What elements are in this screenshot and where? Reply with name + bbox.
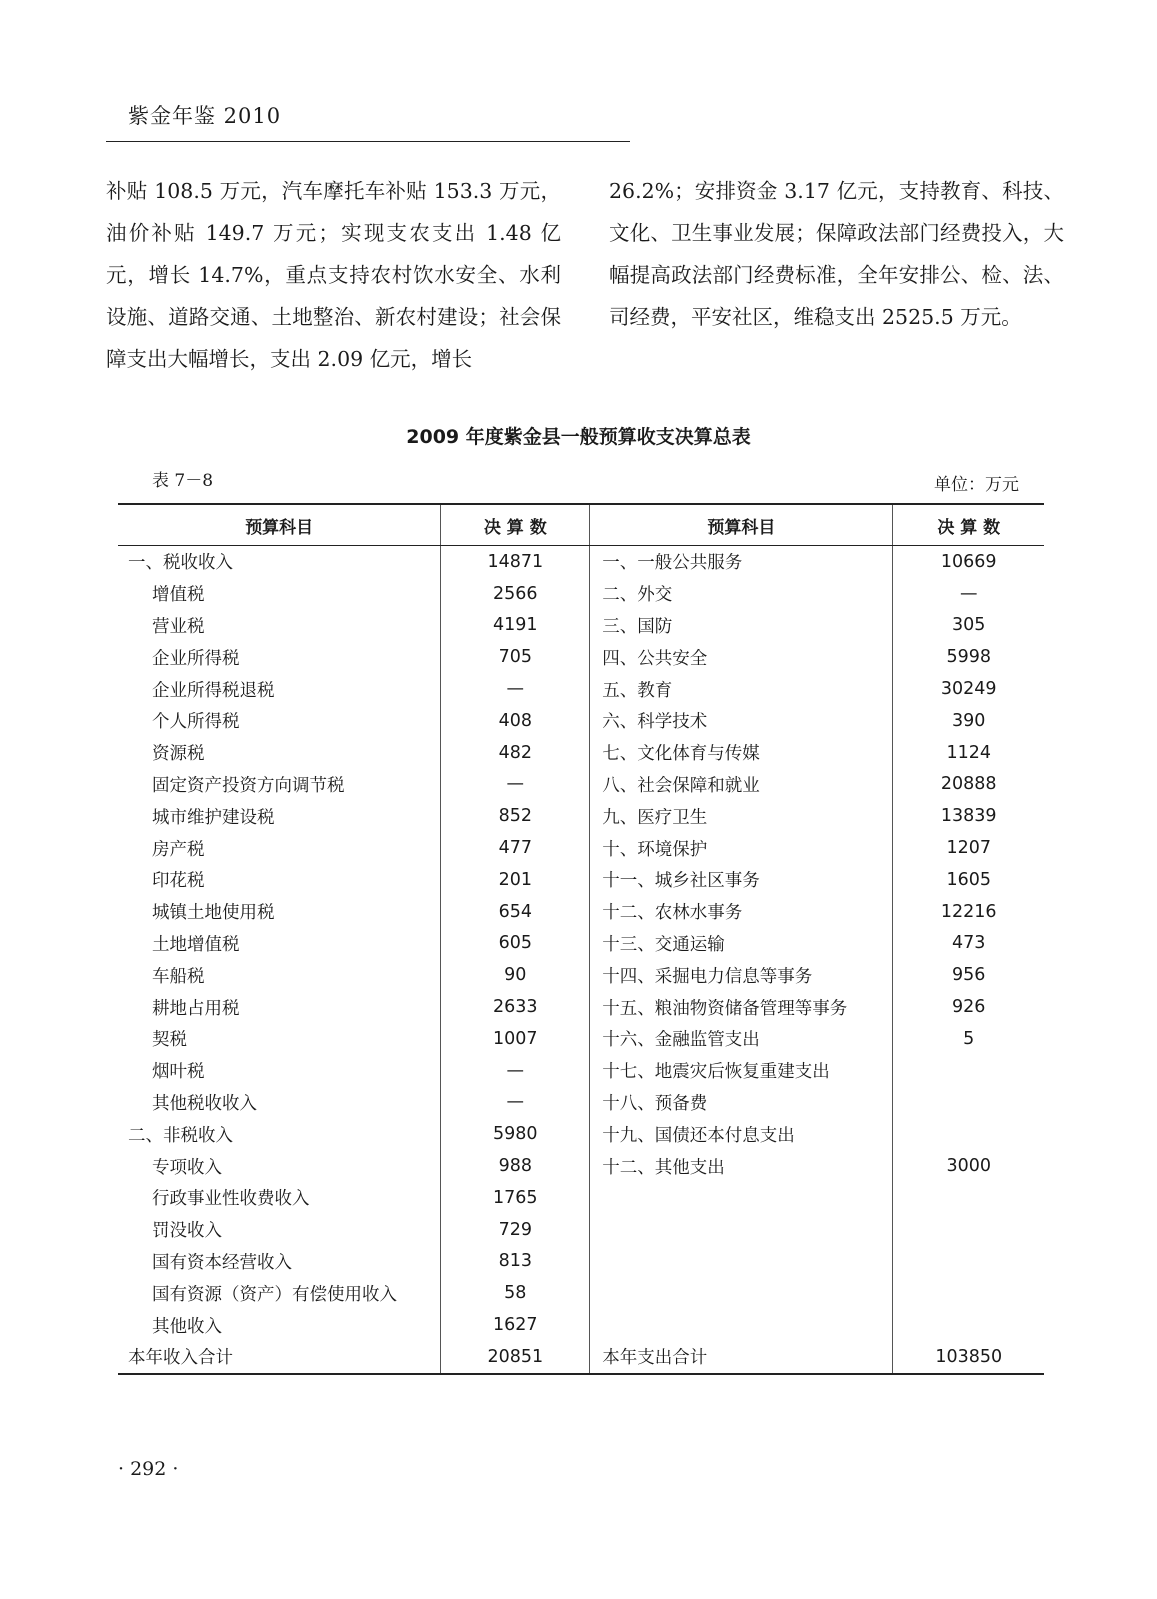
table-row bbox=[118, 959, 1044, 991]
expense-value-cell: — bbox=[959, 583, 978, 604]
expense-value-cell: 956 bbox=[952, 965, 986, 986]
header-expense-value: 决 算 数 bbox=[893, 504, 1044, 546]
expense-value-cell: 13839 bbox=[940, 806, 997, 827]
income-item-cell: 城镇土地使用税 bbox=[118, 896, 441, 928]
table-row bbox=[118, 1246, 1044, 1278]
expense-item-cell: 十六、金融监管支出 bbox=[590, 1023, 893, 1055]
expense-value-cell bbox=[893, 1055, 1044, 1087]
income-item-cell: 国有资本经营收入 bbox=[118, 1246, 441, 1278]
income-value-cell: — bbox=[441, 673, 590, 705]
table-row bbox=[118, 928, 1044, 960]
expense-value-cell: 103850 bbox=[893, 1341, 1044, 1374]
table-unit: 单位：万元 bbox=[934, 475, 1019, 495]
income-item-cell: 企业所得税 bbox=[118, 641, 441, 673]
income-value-cell: 988 bbox=[441, 1150, 590, 1182]
expense-item-cell: 十二、其他支出 bbox=[590, 1150, 893, 1182]
expense-item-cell: 五、教育 bbox=[590, 673, 893, 705]
income-value-cell: 201 bbox=[441, 864, 590, 896]
income-item-cell: 国有资源（资产）有偿使用收入 bbox=[118, 1277, 441, 1309]
expense-item-cell bbox=[590, 1182, 893, 1214]
expense-value-cell: 30249 bbox=[940, 679, 997, 700]
income-value-cell: — bbox=[441, 769, 590, 801]
expense-item-cell: 七、文化体育与传媒 bbox=[590, 737, 893, 769]
table-row bbox=[118, 864, 1044, 896]
expense-value-cell: 390 bbox=[952, 710, 986, 731]
budget-table bbox=[118, 503, 1044, 1375]
income-item-cell: 固定资产投资方向调节税 bbox=[118, 769, 441, 801]
table-row bbox=[118, 991, 1044, 1023]
income-item-cell: 契税 bbox=[118, 1023, 441, 1055]
table-row bbox=[118, 705, 1044, 737]
expense-value-cell bbox=[893, 1087, 1044, 1119]
income-item-cell: 烟叶税 bbox=[118, 1055, 441, 1087]
expense-item-cell: 十四、采掘电力信息等事务 bbox=[590, 959, 893, 991]
page-number: · 292 · bbox=[118, 1458, 179, 1480]
expense-item-cell: 六、科学技术 bbox=[590, 705, 893, 737]
expense-item-cell: 十七、地震灾后恢复重建支出 bbox=[590, 1055, 893, 1087]
table-row bbox=[118, 1087, 1044, 1119]
income-value-cell: 477 bbox=[441, 832, 590, 864]
expense-value-cell: 1605 bbox=[946, 869, 991, 890]
expense-value-cell: 10669 bbox=[940, 551, 997, 572]
table-row bbox=[118, 546, 1044, 578]
income-item-cell: 其他税收收入 bbox=[118, 1087, 441, 1119]
table-row bbox=[118, 578, 1044, 610]
expense-value-cell bbox=[893, 1246, 1044, 1278]
income-item-cell: 一、税收收入 bbox=[118, 546, 441, 578]
income-value-cell: 705 bbox=[441, 641, 590, 673]
income-value-cell: 2633 bbox=[441, 991, 590, 1023]
body-text-left-column: 补贴 108.5 万元，汽车摩托车补贴 153.3 万元，油价补贴 149.7 万元；实现支农支出 1.48 亿元，增长 14.7%，重点支持农村饮水安全、水利设施、道路交通、土地整治、新农村建设；社会保障支出大幅增长，支出 2.09 亿元，增长 bbox=[106, 179, 561, 371]
income-value-cell: 1007 bbox=[441, 1023, 590, 1055]
expense-value-cell bbox=[893, 1118, 1044, 1150]
table-header-row bbox=[118, 504, 1044, 546]
income-value-cell: 813 bbox=[441, 1246, 590, 1278]
income-value-cell: 1627 bbox=[441, 1309, 590, 1341]
income-item-cell: 城市维护建设税 bbox=[118, 800, 441, 832]
expense-value-cell: 473 bbox=[952, 933, 986, 954]
table-row bbox=[118, 896, 1044, 928]
expense-item-cell: 本年支出合计 bbox=[590, 1341, 893, 1374]
expense-value-cell: 5998 bbox=[946, 647, 991, 668]
expense-value-cell: 3000 bbox=[946, 1156, 991, 1177]
income-item-cell: 营业税 bbox=[118, 610, 441, 642]
expense-item-cell: 十一、城乡社区事务 bbox=[590, 864, 893, 896]
income-item-cell: 其他收入 bbox=[118, 1309, 441, 1341]
table-row bbox=[118, 1118, 1044, 1150]
expense-item-cell: 四、公共安全 bbox=[590, 641, 893, 673]
table-row bbox=[118, 1277, 1044, 1309]
table-row bbox=[118, 1150, 1044, 1182]
income-item-cell: 二、非税收入 bbox=[118, 1118, 441, 1150]
expense-value-cell bbox=[893, 1277, 1044, 1309]
income-value-cell: 729 bbox=[441, 1214, 590, 1246]
expense-item-cell: 二、外交 bbox=[590, 578, 893, 610]
expense-item-cell: 十三、交通运输 bbox=[590, 928, 893, 960]
expense-item-cell: 一、一般公共服务 bbox=[590, 546, 893, 578]
income-item-cell: 行政事业性收费收入 bbox=[118, 1182, 441, 1214]
expense-item-cell: 十九、国债还本付息支出 bbox=[590, 1118, 893, 1150]
table-row bbox=[118, 737, 1044, 769]
table-row bbox=[118, 673, 1044, 705]
expense-item-cell: 三、国防 bbox=[590, 610, 893, 642]
expense-item-cell: 十八、预备费 bbox=[590, 1087, 893, 1119]
expense-value-cell: 20888 bbox=[940, 774, 997, 795]
table-number: 表 7－8 bbox=[152, 471, 214, 491]
expense-value-cell: 1124 bbox=[946, 742, 991, 763]
income-value-cell: 58 bbox=[441, 1277, 590, 1309]
income-item-cell: 企业所得税退税 bbox=[118, 673, 441, 705]
expense-value-cell: 305 bbox=[952, 615, 986, 636]
table-row bbox=[118, 832, 1044, 864]
expense-item-cell bbox=[590, 1214, 893, 1246]
expense-value-cell bbox=[893, 1309, 1044, 1341]
expense-value-cell: 1207 bbox=[946, 838, 991, 859]
expense-value-cell bbox=[893, 1182, 1044, 1214]
income-item-cell: 耕地占用税 bbox=[118, 991, 441, 1023]
expense-value-cell: 12216 bbox=[940, 901, 997, 922]
income-value-cell: 1765 bbox=[441, 1182, 590, 1214]
table-row bbox=[118, 1182, 1044, 1214]
income-item-cell: 本年收入合计 bbox=[118, 1341, 441, 1374]
expense-item-cell: 八、社会保障和就业 bbox=[590, 769, 893, 801]
expense-value-cell: 926 bbox=[952, 997, 986, 1018]
income-item-cell: 个人所得税 bbox=[118, 705, 441, 737]
income-value-cell: 605 bbox=[441, 928, 590, 960]
income-item-cell: 印花税 bbox=[118, 864, 441, 896]
table-row bbox=[118, 1214, 1044, 1246]
running-header: 紫金年鉴 2010 bbox=[128, 104, 282, 128]
income-item-cell: 房产税 bbox=[118, 832, 441, 864]
table-title: 2009 年度紫金县一般预算收支决算总表 bbox=[406, 426, 751, 448]
income-value-cell: 2566 bbox=[441, 578, 590, 610]
expense-value-cell: 5 bbox=[963, 1028, 975, 1049]
income-value-cell: 14871 bbox=[441, 546, 590, 578]
table-row bbox=[118, 1055, 1044, 1087]
body-text-right-column: 26.2%；安排资金 3.17 亿元，支持教育、科技、文化、卫生事业发展；保障政法部门经费投入，大幅提高政法部门经费标准，全年安排公、检、法、司经费，平安社区，维稳支出 2525.5 万元。 bbox=[609, 179, 1064, 329]
table-body bbox=[118, 546, 1044, 1374]
table-row bbox=[118, 1341, 1044, 1374]
expense-item-cell bbox=[590, 1246, 893, 1278]
header-income-value: 决 算 数 bbox=[441, 504, 590, 546]
income-item-cell: 增值税 bbox=[118, 578, 441, 610]
income-item-cell: 专项收入 bbox=[118, 1150, 441, 1182]
income-value-cell: 654 bbox=[441, 896, 590, 928]
income-value-cell: 90 bbox=[441, 959, 590, 991]
table-row bbox=[118, 641, 1044, 673]
expense-item-cell: 十、环境保护 bbox=[590, 832, 893, 864]
table-row bbox=[118, 769, 1044, 801]
income-value-cell: 408 bbox=[441, 705, 590, 737]
income-value-cell: — bbox=[441, 1087, 590, 1119]
income-value-cell: 20851 bbox=[441, 1341, 590, 1374]
income-item-cell: 资源税 bbox=[118, 737, 441, 769]
table-row bbox=[118, 610, 1044, 642]
header-rule bbox=[106, 141, 630, 142]
expense-item-cell bbox=[590, 1277, 893, 1309]
income-item-cell: 土地增值税 bbox=[118, 928, 441, 960]
income-value-cell: 5980 bbox=[441, 1118, 590, 1150]
income-value-cell: 852 bbox=[441, 800, 590, 832]
table-row bbox=[118, 1023, 1044, 1055]
expense-item-cell bbox=[590, 1309, 893, 1341]
expense-item-cell: 九、医疗卫生 bbox=[590, 800, 893, 832]
income-value-cell: — bbox=[441, 1055, 590, 1087]
table-row bbox=[118, 1309, 1044, 1341]
header-income-item: 预算科目 bbox=[118, 504, 441, 546]
expense-value-cell bbox=[893, 1214, 1044, 1246]
income-value-cell: 4191 bbox=[441, 610, 590, 642]
income-value-cell: 482 bbox=[441, 737, 590, 769]
table-row bbox=[118, 800, 1044, 832]
income-item-cell: 罚没收入 bbox=[118, 1214, 441, 1246]
income-item-cell: 车船税 bbox=[118, 959, 441, 991]
expense-item-cell: 十五、粮油物资储备管理等事务 bbox=[590, 991, 893, 1023]
header-expense-item: 预算科目 bbox=[590, 504, 893, 546]
expense-item-cell: 十二、农林水事务 bbox=[590, 896, 893, 928]
